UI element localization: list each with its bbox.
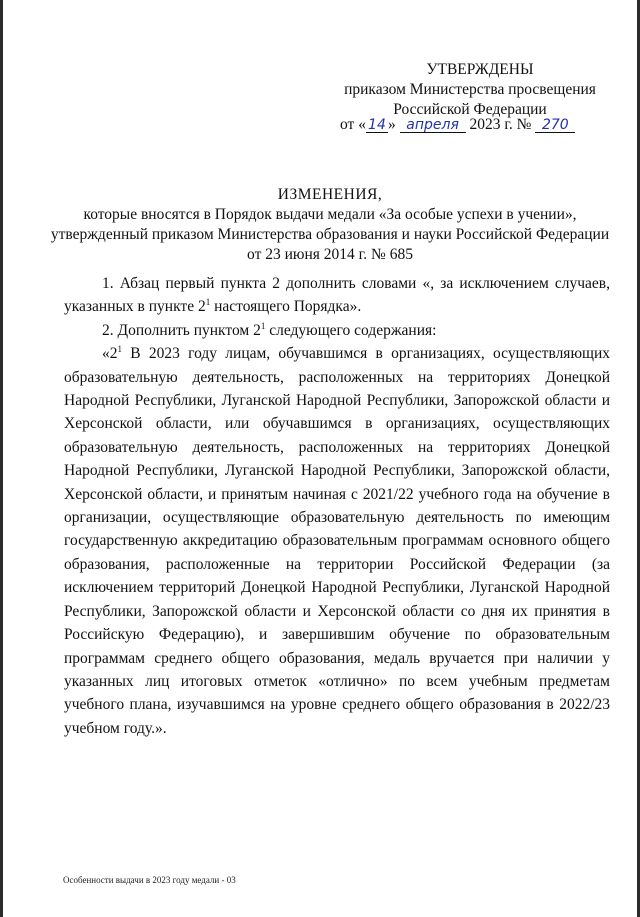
document-heading xyxy=(40,185,620,265)
item-1-text-b: настоящего Порядка». xyxy=(210,298,362,316)
heading-title: ИЗМЕНЕНИЯ, xyxy=(277,186,383,203)
item-1-superscript: 1 xyxy=(205,297,211,308)
heading-line-3: от 23 июня 2014 г. № 685 xyxy=(247,246,413,263)
paragraph-item-2-1 xyxy=(64,342,610,740)
paragraph-item-1 xyxy=(64,272,610,319)
heading-line-2: утвержденный приказом Министерства образования и науки Российской Федерации xyxy=(50,226,610,243)
handwritten-day: 14 xyxy=(366,118,388,133)
item-2-1-text-b: В 2023 году лицам, обучавшимся в организациях, осуществляющих образовательную деятельность, расположенных на территориях Донецкой Народной Республики, Луганской Народной Республики, Запорожской области и Херсонской области, или обучавшимся в организациях, осуществляющих образовательную деятельность, расположенных на территориях Донецкой Народной Республики, Луганской Народной Республики, Запорожской области, Херсонской области, и принятым начиная с 2021/22 учебного года на обучение в организации, осуществляющие образовательную деятельность по имеющим государственную аккредитацию образовательным программам основного общего образования, расположенные на территории Российской Федерации (за исключением территорий Донецкой Народной Республики, Луганской Народной Республики, Запорожской области и Херсонской области со дня их принятия в Российскую Федерацию), и завершившим обучение по образовательным программам среднего общего образования, медаль вручается при наличии у указанных лиц итоговых отметок «отлично» по всем учебным предметам учебного плана, изучавшимся на уровне среднего общего образования в 2022/23 учебном году.». xyxy=(64,345,610,737)
item-2-text-b: следующего содержания: xyxy=(265,321,437,339)
date-prefix: от « xyxy=(340,116,366,133)
handwritten-order-number: 270 xyxy=(535,118,575,133)
approval-title: УТВЕРЖДЕНЫ xyxy=(426,61,534,78)
heading-line-1: которые вносятся в Порядок выдачи медали «За особые успехи в учении», xyxy=(83,206,577,223)
approval-block xyxy=(320,60,620,120)
date-year: 2023 г. № xyxy=(469,116,532,133)
approval-line-2: Российской Федерации xyxy=(393,101,547,118)
handwritten-month: апреля xyxy=(400,118,466,133)
approval-line-1: приказом Министерства просвещения xyxy=(344,81,596,98)
document-body xyxy=(64,272,610,740)
paragraph-item-2 xyxy=(64,319,610,342)
item-2-1-superscript: 1 xyxy=(117,344,122,355)
item-2-text-a: 2. Дополнить пунктом 2 xyxy=(102,321,261,339)
item-1-text-a: 1. Абзац первый пункта 2 дополнить словами «, за исключением случаев, указанных в пункте 2 xyxy=(64,275,610,316)
item-2-1-text-a: «2 xyxy=(102,345,118,363)
approval-date-line xyxy=(340,116,575,134)
item-2-superscript: 1 xyxy=(260,320,266,331)
scan-edge-left xyxy=(0,0,3,917)
page-footer: Особенности выдачи в 2023 году медали - 03 xyxy=(63,875,236,885)
date-mid: » xyxy=(387,116,396,133)
